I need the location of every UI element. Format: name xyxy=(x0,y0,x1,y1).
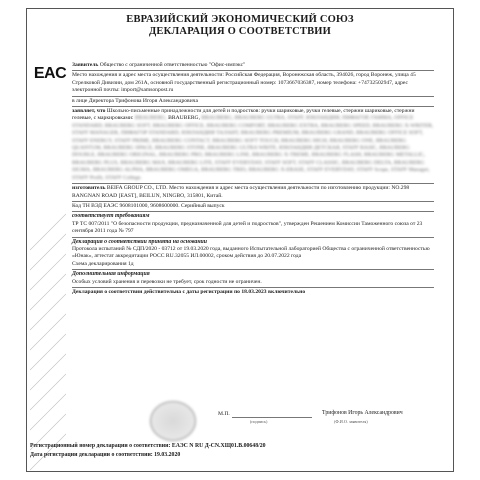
manufacturer-block xyxy=(72,185,434,200)
basis-title: Декларация о соответствии принята на основании xyxy=(72,238,207,245)
applicant-person: в лице Директора Трифонова Игоря Александровича xyxy=(72,97,198,104)
divider xyxy=(72,287,434,288)
divider xyxy=(72,201,434,202)
declaration-title: ДЕКЛАРАЦИЯ О СООТВЕТСТВИИ xyxy=(148,26,332,37)
product-description: Школьно-письменные принадлежности для детей и подростков: ручки шариковые, ручки гелевые, стержни шариковые, стержни гелевые, с маркировками: xyxy=(72,108,415,122)
blurred-brand-list-start: BRAUBERG, xyxy=(134,115,167,122)
declares-block xyxy=(72,108,434,182)
applicant-address: Российская Федерация, Воронежская область, 394026, город Воронеж, улица 45 Стрелковой Дивизии, дом 261А, основной государственный регистрационный номер: 1073667036387, номер телефона: +74732502947, адрес электронной почты: import@samsonpost.ru xyxy=(72,72,416,94)
blurred-brand-list: BRAUBERG, BRAUBERG ULTRA, STAFF, ЮНЛАНДИЯ, ПИФАГОР, ГАММА, OFFICE STANDARD, BRAUBERG SOFT, BRAUBERG OFFICE, BRAUBERG COMFORT, BRAUBERG EXTRA, BRAUBERG SPEED, BRAUBERG X-WRITER, STAFF MANAGER, ПИФАГОР STANDARD, ЮНЛАНДИЯ ТАЛАНТ, BRAUBERG PREMIUM, BRAUBERG GRAND, BRAUBERG OFFICE SOFT, STAFF ENERGY, STAFF PRIME, BRAUBERG CONTACT, BRAUBERG SOFT TOUCH, BRAUBERG HIGH, BRAUBERG ONE, BRAUBERG QUANTUM, BRAUBERG SPACE, BRAUBERG STONE, BRAUBERG ULTRA WRITE, ЮНЛАНДИЯ ДЕТСКАЯ, STAFF BASIC, BRAUBERG DOUBLE, BRAUBERG ORIGINAL, BRAUBERG PRO, BRAUBERG LINE, BRAUBERG X-TREME, BRAUBERG FLASH, BRAUBERG METALLIC, BRAUBERG PLUS, BRAUBERG MAX, BRAUBERG LITE, STAFF EVERYDAY, STAFF SOFT, STAFF CLASSIC, BRAUBERG DELTA, BRAUBERG SIGMA, BRAUBERG ALPHA, BRAUBERG OMEGA, BRAUBERG TRIO, xyxy=(72,115,434,174)
eac-logo-text: EAC xyxy=(33,65,67,82)
manufacturer-name: BEIFA GROUP CO., LTD. xyxy=(106,185,168,192)
requirements-text: ТР ТС 007/2011 "О безопасности продукции, предназначенной для детей и подростков", утвержден Решением Комиссии Таможенного союза от 23 сентября 2011 года № 797 xyxy=(72,220,423,235)
registration-number: Регистрационный номер декларации о соответствии: ЕАЭС N RU Д-CN.ХЩ01.В.00648/20 xyxy=(30,443,266,449)
signature-caption: (подпись) xyxy=(250,419,268,424)
product-brand: BRAUBERG, xyxy=(168,115,200,122)
additional-info-text: Особых условий хранения и перевозки не требует, срок годности не ограничен. xyxy=(72,278,262,285)
additional-info-title: Дополнительная информация xyxy=(72,271,150,278)
applicant-label: Заявитель xyxy=(72,62,99,68)
signer-name: Трифонов Игорь Александрович xyxy=(322,410,403,416)
seal-place-label: М.П. xyxy=(218,411,230,417)
eac-logo xyxy=(33,60,67,88)
registration-footer xyxy=(30,442,450,460)
hatch-stamp-mark xyxy=(30,210,66,472)
divider xyxy=(72,183,434,184)
divider xyxy=(72,106,434,107)
registration-date: Дата регистрации декларации о соответствии: 19.03.2020 xyxy=(30,452,181,458)
divider xyxy=(72,269,434,270)
product-codes: Код ТН ВЭД ЕАЭС 9608101000, 9608600000. Серийный выпуск xyxy=(72,202,225,209)
applicant-block xyxy=(72,62,434,69)
blurred-brand-list-tail: BRAUBERG X-ERASE, STAFF EVERYDAY, STAFF Scope, STAFF Manager, STAFF Profit, STAFF College. xyxy=(72,167,430,181)
signature-row xyxy=(72,407,434,437)
basis-text: Протокола испытаний № СДП/2020 - 03712 от 19.03.2020 года, выданного Испытательной лабораторией Общества с ограниченной ответственностью «Юнак», аттестат аккредитации РОСС RU.32055 ИЛ.00002, сроком действия до 20.07.2022 года xyxy=(72,245,430,260)
applicant-address-label: Место нахождения и адрес места осуществления деятельности: xyxy=(72,72,224,79)
applicant-name: Общество с ограниченной ответственностью "Офис-импэкс" xyxy=(99,62,246,68)
seal-stamp xyxy=(150,401,196,441)
signature-line xyxy=(232,417,312,418)
declaration-body xyxy=(72,62,434,296)
manufacturer-address-label: Место нахождения и адрес места осуществления деятельности по изготовлению продукции: xyxy=(169,185,390,192)
declares-intro: заявляет, что xyxy=(72,108,106,115)
divider xyxy=(72,237,434,238)
validity-text: Декларация о соответствии действительна с даты регистрации по 18.03.2023 включительно xyxy=(72,288,306,295)
manufacturer-address: NO.298 RANGNAN ROAD [EAST], BEILUN, NINGBO, 315801, Китай. xyxy=(72,185,410,199)
divider xyxy=(72,96,434,97)
signer-caption: (Ф.И.О. заявителя) xyxy=(334,419,368,424)
applicant-address-block xyxy=(72,72,434,94)
document-header xyxy=(26,12,454,37)
basis-scheme: Схема декларирования 1д xyxy=(72,260,134,267)
manufacturer-label: изготовитель xyxy=(72,185,106,192)
union-title: ЕВРАЗИЙСКИЙ ЭКОНОМИЧЕСКИЙ СОЮЗ xyxy=(126,14,354,25)
requirements-title: соответствует требованиям xyxy=(72,213,150,220)
